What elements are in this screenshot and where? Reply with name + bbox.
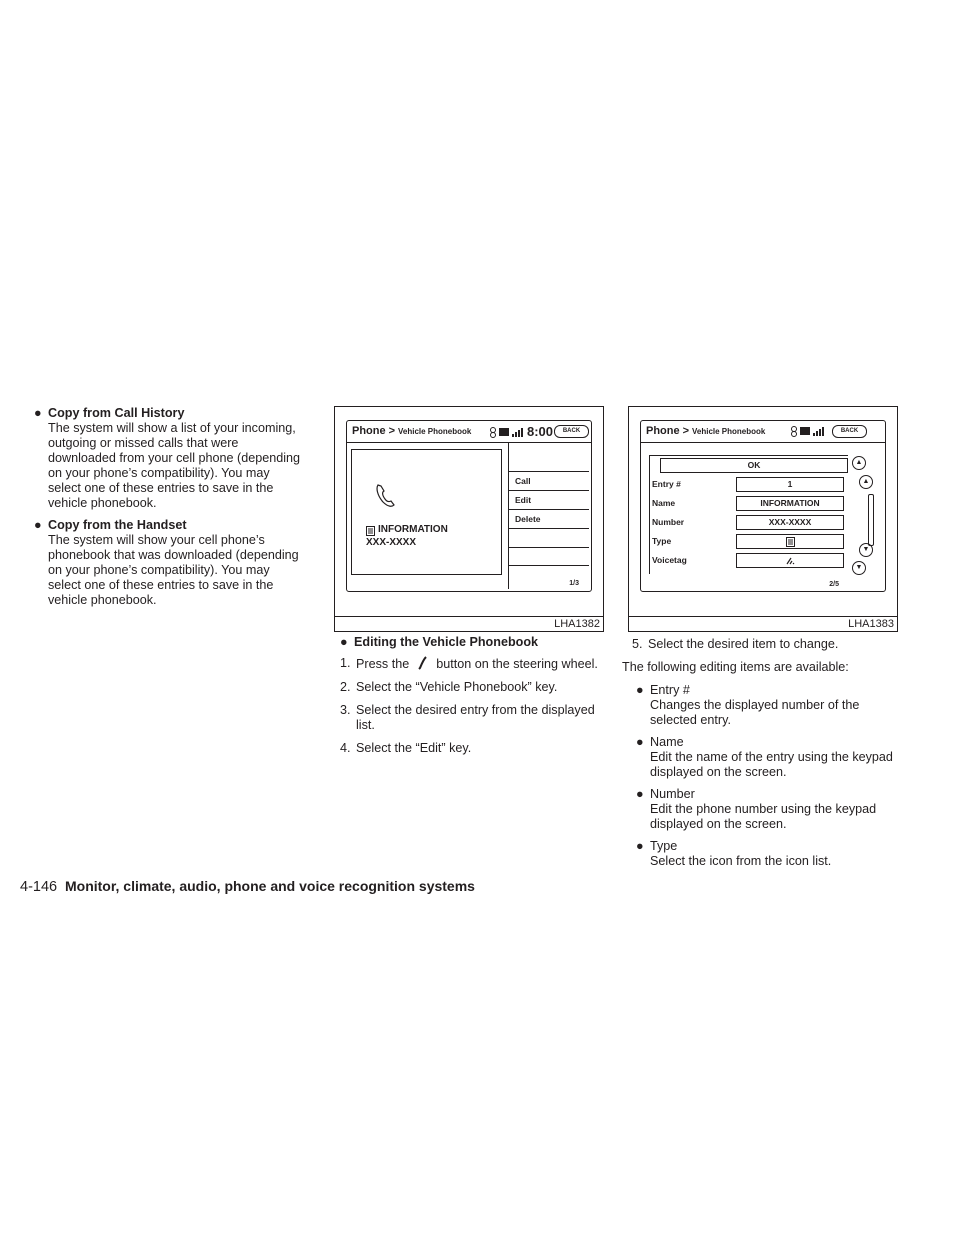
- type-value[interactable]: [736, 534, 844, 549]
- page-footer: [20, 878, 475, 895]
- item-heading: Entry #: [650, 683, 690, 697]
- section-heading: [340, 635, 602, 650]
- contact-type-icon: [786, 537, 795, 547]
- item-number: [636, 787, 894, 832]
- step-text-end: button on the steering wheel.: [436, 657, 598, 671]
- row-label: Entry #: [652, 479, 681, 489]
- bullet-icon: ●: [340, 635, 348, 649]
- status-icons: [490, 421, 524, 442]
- ok-button[interactable]: OK: [660, 458, 848, 473]
- phone-button-icon: [417, 656, 429, 670]
- screen-title-bar: [641, 421, 885, 443]
- contact-type-icon: [366, 526, 375, 536]
- caption-rule: [335, 616, 603, 617]
- bullet-body: The system will show a list of your incoming, outgoing or missed calls that were downloaded from your cell phone (depending on your phone’s compatibility). You may select one of these entries to save in the vehicle phonebook.: [48, 421, 301, 510]
- left-column: [34, 406, 306, 615]
- bullet-icon: ●: [636, 787, 644, 801]
- step-number: 1.: [340, 656, 351, 670]
- step-5: [632, 637, 894, 652]
- entry-number: XXX-XXXX: [366, 537, 417, 548]
- row-label: Type: [652, 536, 672, 546]
- step-text: Select the “Edit” key.: [356, 741, 472, 755]
- bullet-icon: ●: [34, 518, 42, 532]
- screen-title: Phone >: [352, 425, 396, 437]
- step-number: 2.: [340, 680, 351, 694]
- empty-menu-slot: [509, 547, 589, 566]
- step-2: [340, 680, 602, 695]
- back-button[interactable]: BACK: [554, 425, 589, 438]
- step-number: 5.: [632, 637, 643, 651]
- scroll-bar[interactable]: [868, 494, 874, 546]
- entry-number-value[interactable]: 1: [736, 477, 844, 492]
- entry-name: INFORMATION: [378, 524, 448, 535]
- delete-button[interactable]: Delete: [509, 509, 589, 528]
- item-body: Changes the displayed number of the selected entry.: [650, 698, 860, 727]
- item-entry-number: [636, 683, 894, 728]
- edit-list: [649, 455, 848, 574]
- item-heading: Name: [650, 735, 684, 749]
- step-3: [340, 703, 602, 733]
- item-heading: Type: [650, 839, 678, 853]
- step-4: [340, 741, 602, 756]
- row-label: Voicetag: [652, 555, 687, 565]
- figure-lha1382: [334, 406, 604, 632]
- entry-panel: [351, 449, 502, 575]
- step-1: [340, 656, 602, 672]
- item-body: Edit the name of the entry using the keypad displayed on the screen.: [650, 750, 893, 779]
- signal-battery-icon: [490, 426, 524, 438]
- step-text: Select the “Vehicle Phonebook” key.: [356, 680, 558, 694]
- item-type: [636, 839, 894, 869]
- row-label: Number: [652, 517, 685, 527]
- scroll-top-icon[interactable]: ▲: [852, 456, 866, 470]
- items-intro: The following editing items are available:: [622, 660, 849, 674]
- bullet-copy-call-history: [34, 406, 306, 511]
- voicetag-value[interactable]: [736, 553, 844, 568]
- caption-rule: [629, 616, 897, 617]
- bullet-copy-handset: [34, 518, 306, 608]
- row-label: Name: [652, 498, 676, 508]
- bullet-heading: Copy from the Handset: [48, 518, 187, 532]
- action-menu: [508, 442, 589, 589]
- item-name: [636, 735, 894, 780]
- page-indicator: 2/5: [829, 581, 839, 588]
- step-text: Select the desired item to change.: [648, 637, 839, 651]
- bullet-icon: ●: [636, 839, 644, 853]
- status-icons: [791, 421, 825, 442]
- figure-label: LHA1382: [554, 618, 600, 630]
- step-text: Select the desired entry from the displayed list.: [356, 703, 595, 732]
- item-body: Select the icon from the icon list.: [650, 854, 832, 868]
- screen-title-bar: [347, 421, 591, 443]
- voicetag-icon: [785, 556, 795, 566]
- scroll-down-icon[interactable]: ▼: [859, 543, 873, 557]
- screen-clock: 8:00: [527, 424, 554, 439]
- step-number: 3.: [340, 703, 351, 717]
- right-column: [622, 637, 894, 876]
- item-heading: Number: [650, 787, 695, 801]
- name-value[interactable]: INFORMATION: [736, 496, 844, 511]
- bullet-icon: ●: [34, 406, 42, 420]
- phone-handset-icon: [374, 482, 396, 508]
- page-indicator: 1/3: [569, 580, 579, 587]
- screen-subtitle: Vehicle Phonebook: [692, 427, 766, 436]
- bullet-icon: ●: [636, 735, 644, 749]
- number-value[interactable]: XXX-XXXX: [736, 515, 844, 530]
- heading-text: Editing the Vehicle Phonebook: [354, 635, 539, 649]
- editing-items-list: [622, 683, 894, 869]
- screen-subtitle: Vehicle Phonebook: [398, 427, 472, 436]
- empty-menu-slot: [509, 528, 589, 547]
- back-button[interactable]: BACK: [832, 425, 867, 438]
- bullet-body: The system will show your cell phone’s phonebook that was downloaded (depending on your phone’s compatibility). You may select one of these entries to save in the vehicle phonebook.: [48, 533, 299, 607]
- section-title: Monitor, climate, audio, phone and voice recognition systems: [64, 878, 475, 894]
- step-text-start: Press the: [356, 657, 410, 671]
- screen-vehicle-phonebook: [346, 420, 592, 592]
- call-button[interactable]: Call: [509, 471, 589, 490]
- bullet-icon: ●: [636, 683, 644, 697]
- scroll-bottom-icon[interactable]: ▼: [852, 561, 866, 575]
- middle-column: [340, 635, 602, 764]
- step-number: 4.: [340, 741, 351, 755]
- screen-title: Phone >: [646, 425, 690, 437]
- edit-button[interactable]: Edit: [509, 490, 589, 509]
- signal-battery-icon: [791, 425, 825, 437]
- item-body: Edit the phone number using the keypad displayed on the screen.: [650, 802, 877, 831]
- bullet-heading: Copy from Call History: [48, 406, 185, 420]
- figure-label: LHA1383: [848, 618, 894, 630]
- screen-edit-entry: [640, 420, 886, 592]
- scroll-up-icon[interactable]: ▲: [859, 475, 873, 489]
- page-number: 4-146: [20, 879, 58, 895]
- figure-lha1383: [628, 406, 898, 632]
